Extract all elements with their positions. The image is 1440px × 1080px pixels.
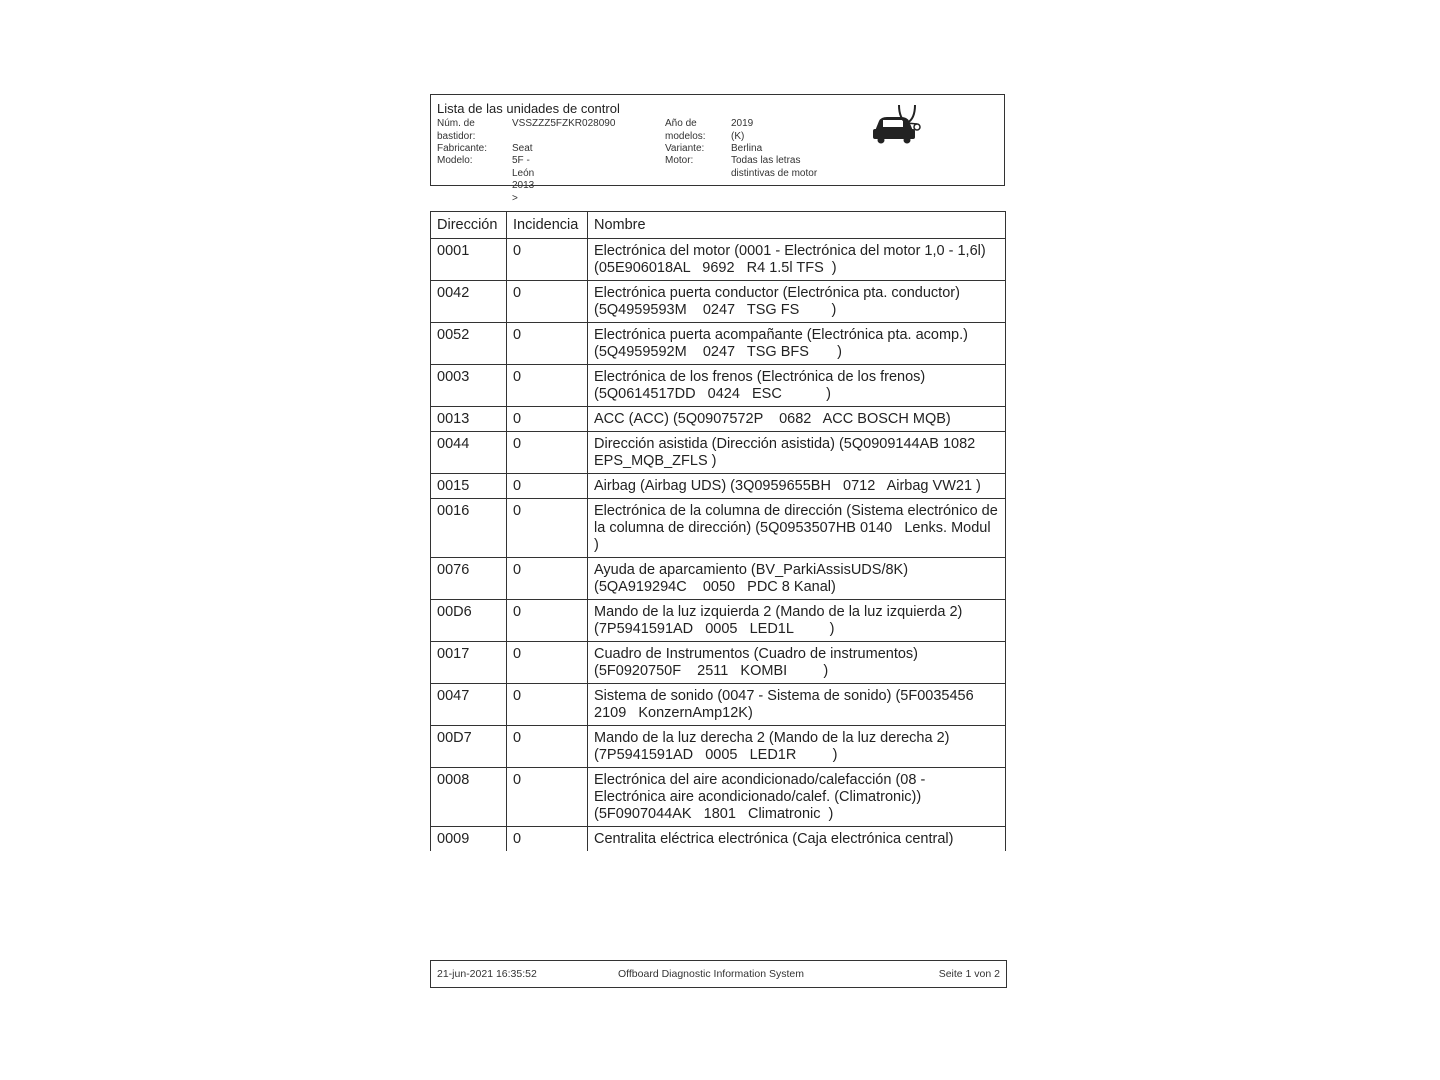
name-cell: Mando de la luz izquierda 2 (Mando de la luz izquierda 2) (7P5941591AD 0005 LED1L ) <box>588 600 1006 642</box>
address-cell: 0047 <box>431 684 507 726</box>
fault-cell: 0 <box>507 239 588 281</box>
table-row <box>431 768 1006 827</box>
table-row <box>431 281 1006 323</box>
fault-cell: 0 <box>507 365 588 407</box>
address-cell: 0001 <box>431 239 507 281</box>
model-value: 5F - León 2013 > <box>512 155 535 204</box>
address-cell: 00D7 <box>431 726 507 768</box>
name-cell: Sistema de sonido (0047 - Sistema de sonido) (5F0035456 2109 KonzernAmp12K) <box>588 684 1006 726</box>
control-units-table <box>430 211 1006 851</box>
column-header-name: Nombre <box>588 212 1006 239</box>
name-cell: Electrónica de la columna de dirección (Sistema electrónico de la columna de dirección) (5Q0953507HB 0140 Lenks. Modul ) <box>588 499 1006 558</box>
fault-cell: 0 <box>507 768 588 827</box>
name-cell: Dirección asistida (Dirección asistida) (5Q0909144AB 1082 EPS_MQB_ZFLS ) <box>588 432 1006 474</box>
fault-cell: 0 <box>507 600 588 642</box>
fault-cell: 0 <box>507 474 588 499</box>
address-cell: 0052 <box>431 323 507 365</box>
name-cell: Electrónica de los frenos (Electrónica de los frenos) (5Q0614517DD 0424 ESC ) <box>588 365 1006 407</box>
table-row <box>431 726 1006 768</box>
engine-label: Motor: <box>665 155 694 166</box>
address-cell: 0042 <box>431 281 507 323</box>
fault-cell: 0 <box>507 499 588 558</box>
table-row <box>431 600 1006 642</box>
address-cell: 0003 <box>431 365 507 407</box>
name-cell: Cuadro de Instrumentos (Cuadro de instrumentos) (5F0920750F 2511 KOMBI ) <box>588 642 1006 684</box>
fault-cell: 0 <box>507 558 588 600</box>
table-row <box>431 642 1006 684</box>
car-diagnostic-icon <box>871 101 991 147</box>
fault-cell: 0 <box>507 726 588 768</box>
address-cell: 0013 <box>431 407 507 432</box>
table-row <box>431 323 1006 365</box>
fault-cell: 0 <box>507 827 588 852</box>
table-header-row <box>431 212 1006 239</box>
model-label: Modelo: <box>437 155 473 166</box>
system-name: Offboard Diagnostic Information System <box>618 968 804 980</box>
print-timestamp: 21-jun-2021 16:35:52 <box>437 968 537 980</box>
document-header <box>430 94 1005 204</box>
name-cell: Mando de la luz derecha 2 (Mando de la luz derecha 2) (7P5941591AD 0005 LED1R ) <box>588 726 1006 768</box>
model-year-value: 2019 (K) <box>731 118 754 142</box>
table-row <box>431 432 1006 474</box>
document-title: Lista de las unidades de control <box>437 101 620 116</box>
variant-label: Variante: <box>665 143 705 154</box>
fault-cell: 0 <box>507 281 588 323</box>
name-cell: Ayuda de aparcamiento (BV_ParkiAssisUDS/8K) (5QA919294C 0050 PDC 8 Kanal) <box>588 558 1006 600</box>
page-number: Seite 1 von 2 <box>938 968 1000 980</box>
table-row <box>431 365 1006 407</box>
page-break-mask <box>420 926 1020 946</box>
engine-value: Todas las letras distintivas de motor <box>731 155 818 179</box>
document-footer <box>430 960 1007 988</box>
manufacturer-label: Fabricante: <box>437 143 488 154</box>
variant-value: Berlina <box>731 143 763 154</box>
table-row <box>431 407 1006 432</box>
table-row <box>431 239 1006 281</box>
table-row <box>431 474 1006 499</box>
manufacturer-value: Seat <box>512 143 533 154</box>
vin-label: Núm. de bastidor: <box>437 118 476 142</box>
vin-value: VSSZZZ5FZKR028090 <box>512 118 616 129</box>
name-cell: Electrónica puerta acompañante (Electrónica pta. acomp.) (5Q4959592M 0247 TSG BFS ) <box>588 323 1006 365</box>
address-cell: 0076 <box>431 558 507 600</box>
address-cell: 0016 <box>431 499 507 558</box>
fault-cell: 0 <box>507 407 588 432</box>
address-cell: 0017 <box>431 642 507 684</box>
name-cell: Centralita eléctrica electrónica (Caja electrónica central) <box>588 827 1006 852</box>
address-cell: 0009 <box>431 827 507 852</box>
address-cell: 0008 <box>431 768 507 827</box>
address-cell: 0044 <box>431 432 507 474</box>
name-cell: ACC (ACC) (5Q0907572P 0682 ACC BOSCH MQB) <box>588 407 1006 432</box>
name-cell: Electrónica del aire acondicionado/calefacción (08 - Electrónica aire acondicionado/calef. (Climatronic)) (5F0907044AK 1801 Climatronic ) <box>588 768 1006 827</box>
fault-cell: 0 <box>507 684 588 726</box>
name-cell: Electrónica del motor (0001 - Electrónica del motor 1,0 - 1,6l) (05E906018AL 9692 R4 1.5l TFS ) <box>588 239 1006 281</box>
column-header-fault: Incidencia <box>507 212 588 239</box>
column-header-address: Dirección <box>431 212 507 239</box>
table-row <box>431 827 1006 852</box>
fault-cell: 0 <box>507 642 588 684</box>
model-year-label: Año de modelos: <box>665 118 706 142</box>
address-cell: 0015 <box>431 474 507 499</box>
table-row <box>431 499 1006 558</box>
fault-cell: 0 <box>507 323 588 365</box>
table-row <box>431 684 1006 726</box>
name-cell: Airbag (Airbag UDS) (3Q0959655BH 0712 Airbag VW21 ) <box>588 474 1006 499</box>
name-cell: Electrónica puerta conductor (Electrónica pta. conductor) (5Q4959593M 0247 TSG FS ) <box>588 281 1006 323</box>
table-row <box>431 558 1006 600</box>
address-cell: 00D6 <box>431 600 507 642</box>
fault-cell: 0 <box>507 432 588 474</box>
